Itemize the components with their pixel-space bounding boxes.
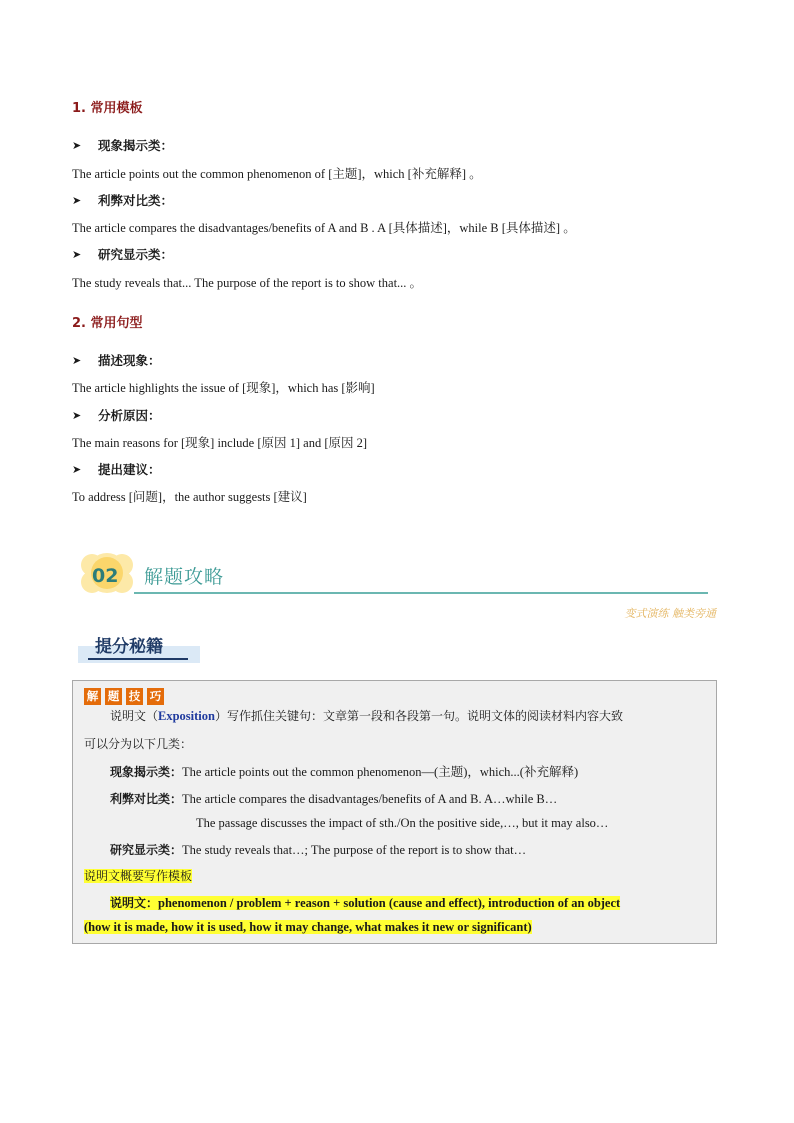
- arrow-bullet-icon: ➤: [72, 247, 82, 261]
- section-divider: [134, 592, 708, 594]
- highlighted-label: 说明文概要写作模板: [84, 869, 193, 883]
- bullet-study: [72, 245, 173, 263]
- bullet-label: 利弊对比类：: [98, 193, 174, 208]
- tip-intro-line1: [110, 707, 623, 724]
- section-number: 02: [92, 565, 119, 587]
- section-title-sentences: 2. 常用句型: [72, 316, 143, 331]
- tips-heading: 提分秘籍: [95, 637, 163, 657]
- bullet-label: 提出建议：: [98, 462, 161, 477]
- row-label: 利弊对比类：: [110, 792, 183, 806]
- sentence-line-analyze: The main reasons for [现象] include [原因 1] and [原因 2]: [72, 436, 368, 450]
- arrow-bullet-icon: ➤: [72, 138, 82, 152]
- template-line1: [110, 894, 620, 911]
- bullet-phenomenon: [72, 136, 173, 154]
- bullet-label: 分析原因：: [98, 408, 161, 423]
- template-line-study: The study reveals that... The purpose of the report is to show that... 。: [72, 276, 423, 290]
- intro-en: Exposition: [158, 709, 215, 723]
- intro-cn: 可以分为以下几类：: [84, 737, 193, 751]
- template-line-phenomenon: The article points out the common phenomenon of [主题]，which [补充解释] 。: [72, 167, 482, 181]
- bullet-describe: [72, 351, 161, 369]
- arrow-bullet-icon: ➤: [72, 462, 82, 476]
- row-text: The passage discusses the impact of sth./On the positive side,…, but it may also…: [196, 816, 609, 830]
- section-heading: 解题攻略: [144, 566, 225, 588]
- tip-row-compare-2: [196, 816, 608, 831]
- arrow-bullet-icon: ➤: [72, 193, 82, 207]
- summary-template-label: [84, 867, 192, 884]
- tag-char: 技: [126, 688, 143, 705]
- sentence-line-suggest: To address [问题]，the author suggests [建议]: [72, 490, 307, 504]
- row-label: 研究显示类：: [110, 843, 183, 857]
- tip-row-phenomenon: [110, 762, 578, 780]
- row-text: The article compares the disadvantages/benefits of A and B. A…while B…: [182, 792, 558, 806]
- bullet-suggest: [72, 460, 161, 478]
- bullet-label: 研究显示类：: [98, 247, 174, 262]
- bullet-label: 现象揭示类：: [98, 138, 174, 153]
- arrow-bullet-icon: ➤: [72, 408, 82, 422]
- bullet-analyze: [72, 406, 161, 424]
- template-line-compare: The article compares the disadvantages/benefits of A and B . A [具体描述]，while B [具体描述] 。: [72, 221, 576, 235]
- template-label: 说明文：: [110, 896, 159, 910]
- row-text: The article points out the common phenomenon—(主题)，which...(补充解释): [182, 765, 579, 779]
- tips-heading-underline: [88, 658, 188, 660]
- tag-char: 题: [105, 688, 122, 705]
- sentence-line-describe: The article highlights the issue of [现象]，which has [影响]: [72, 381, 375, 395]
- tag-char: 巧: [147, 688, 164, 705]
- template-line2: [84, 920, 532, 935]
- template-text: phenomenon / problem + reason + solution (cause and effect), introduction of an object: [158, 896, 621, 910]
- tip-row-compare: [110, 790, 557, 807]
- section-subtitle: 变式演练 触类旁通: [624, 607, 716, 620]
- section-title-templates: 1. 常用模板: [72, 101, 143, 116]
- row-label: 现象揭示类：: [110, 765, 183, 779]
- bullet-label: 描述现象：: [98, 353, 161, 368]
- row-text: The study reveals that…; The purpose of the report is to show that…: [182, 843, 527, 857]
- intro-cn: 说明文（: [110, 709, 159, 723]
- arrow-bullet-icon: ➤: [72, 353, 82, 367]
- tag-char: 解: [84, 688, 101, 705]
- tip-row-study: [110, 841, 526, 858]
- intro-cn: ）写作抓住关键句：文章第一段和各段第一句。说明文体的阅读材料内容大致: [214, 709, 623, 723]
- tip-intro-line2: [84, 735, 192, 752]
- bullet-compare: [72, 191, 173, 209]
- template-text: (how it is made, how it is used, how it may change, what makes it new or significant): [84, 920, 532, 934]
